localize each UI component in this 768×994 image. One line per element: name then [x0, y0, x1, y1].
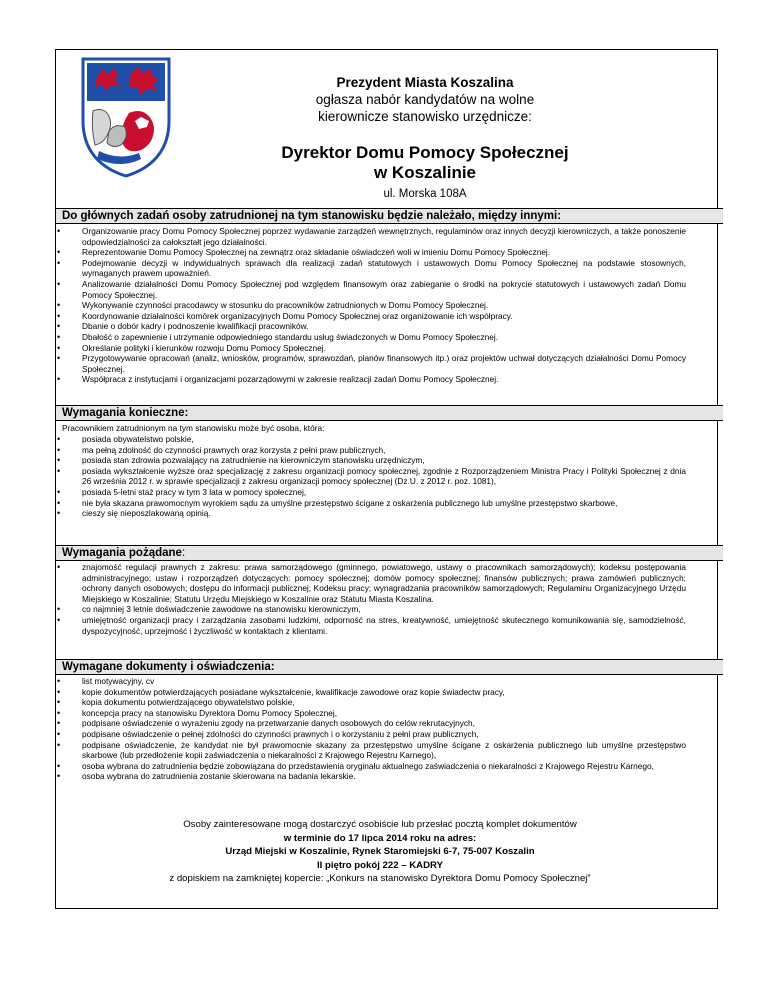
- footer-address: Urząd Miejski w Koszalinie, Rynek Staromiejski 6-7, 75-007 Koszalin: [225, 846, 535, 858]
- announcement-line-2: kierownicze stanowisko urzędnicze:: [318, 109, 532, 124]
- position-title-1: Dyrektor Domu Pomocy Społecznej: [281, 143, 569, 162]
- required-list-item: • posiada wykształcenie wyższe oraz specjalizację z zakresu organizacji pomocy społecznej, zgodnie z Rozporządzeniem Ministra Pracy i Polityki Społecznej z dnia 26 września 2012 r. w sprawie specjalizacji z zakresu organizacji pomocy społecznej (Dz.U. z 2012 r. poz. 1081),: [82, 466, 686, 487]
- position-address: ul. Morska 108A: [383, 188, 467, 200]
- desired-list-item: • umiejętność organizacji pracy i zarządzania zasobami ludzkimi, odporność na stres, kreatywność, umiejętność skutecznego komunikowania się, samodzielność, dyspozycyjność, uprzejmość i życzliwość w kontaktach z klientami.: [82, 615, 686, 636]
- section-required-heading: Wymagania konieczne:: [56, 405, 723, 421]
- duties-list-item: • Analizowanie działalności Domu Pomocy Społecznej pod względem finansowym oraz zabieganie o środki na pokrycie statutowych i ustawowych zadań Domu Pomocy Społecznej.: [82, 279, 686, 300]
- footer-line-1: Osoby zainteresowane mogą dostarczyć osobiście lub przesłać pocztą komplet dokumentów: [183, 819, 577, 830]
- documents-list-item: • osoba wybrana do zatrudnienia będzie zobowiązana do przedstawienia oryginału aktualnego zaświadczenia o niekaralności z Krajowego Rejestru Karnego,: [82, 761, 686, 772]
- documents-list-item: • koncepcja pracy na stanowisku Dyrektora Domu Pomocy Społecznej,: [82, 708, 686, 719]
- duties-list-item: • Dbanie o dobór kadry i podnoszenie kwalifikacji pracowników.: [82, 321, 686, 332]
- position-title-2: w Koszalinie: [373, 163, 477, 182]
- footer-envelope-note: z dopiskiem na zamkniętej kopercie: „Konkurs na stanowisko Dyrektora Domu Pomocy Społecznej”: [169, 873, 591, 885]
- footer-deadline: w terminie do 17 lipca 2014 roku na adres:: [283, 832, 477, 844]
- documents-list: [82, 676, 686, 782]
- footer-room: II piętro pokój 222 – KADRY: [317, 859, 443, 871]
- required-list-item: • nie była skazana prawomocnym wyrokiem sądu za umyślne przestępstwo ścigane z oskarżenia publicznego lub umyślne przestępstwo skarbowe,: [82, 498, 686, 509]
- desired-heading-text: Wymagania pożądane: [62, 547, 182, 559]
- announcement-header: [190, 74, 660, 202]
- duties-list-item: • Przygotowywanie opracowań (analiz, wniosków, programów, sprawozdań, planów finansowych itp.) oraz projektów uchwał dotyczących działalności Domu Pomocy Społecznej.: [82, 353, 686, 374]
- duties-list-item: • Reprezentowanie Domu Pomocy Społecznej na zewnątrz oraz składanie oświadczeń woli w imieniu Domu Pomocy Społecznej.: [82, 247, 686, 258]
- required-list-item: • cieszy się nieposzlakowaną opinią.: [82, 508, 686, 519]
- section-duties-heading: Do głównych zadań osoby zatrudnionej na tym stanowisku będzie należało, między innymi:: [56, 208, 723, 224]
- documents-list-item: • kopia dokumentu potwierdzającego obywatelstwo polskie,: [82, 697, 686, 708]
- koszalin-coat-of-arms-icon: [79, 55, 173, 178]
- desired-list-item: • co najmniej 3 letnie doświadczenie zawodowe na stanowisku kierowniczym,: [82, 604, 686, 615]
- required-list-item: • ma pełną zdolność do czynności prawnych oraz korzysta z pełni praw publicznych,: [82, 445, 686, 456]
- duties-list-item: • Określanie polityki i kierunków rozwoju Domu Pomocy Społecznej.: [82, 343, 686, 354]
- required-intro: Pracownikiem zatrudnionym na tym stanowisku może być osoba, która:: [62, 423, 325, 433]
- duties-list-item: • Wykonywanie czynności pracodawcy w stosunku do pracowników zatrudnionych w Domu Pomocy Społecznej.: [82, 300, 686, 311]
- documents-list-item: • osoba wybrana do zatrudnienia zostanie skierowana na badania lekarskie.: [82, 771, 686, 782]
- documents-list-item: • list motywacyjny, cv: [82, 676, 686, 687]
- documents-list-item: • podpisane oświadczenie o pełnej zdolności do czynności prawnych i o korzystaniu z pełni praw publicznych,: [82, 729, 686, 740]
- required-list-item: • posiada stan zdrowia pozwalający na zatrudnienie na kierowniczym stanowisku urzędniczym,: [82, 455, 686, 466]
- announcement-line-1: ogłasza nabór kandydatów na wolne: [315, 92, 535, 107]
- duties-list: [82, 226, 686, 385]
- documents-list-item: • podpisane oświadczenie, że kandydat nie był prawomocnie skazany za przestępstwo umyślne ścigane z oskarżenia publicznego lub umyślne przestępstwo skarbowe (lub przedłożenie kopii zaświadczenia o niekaralności z Krajowego Rejestru Karnego),: [82, 740, 686, 761]
- duties-list-item: • Koordynowanie działalności komórek organizacyjnych Domu Pomocy Społecznej oraz organizowanie ich współpracy.: [82, 311, 686, 322]
- application-instructions: [120, 818, 640, 886]
- documents-list-item: • kopie dokumentów potwierdzających posiadane wykształcenie, kwalifikacje zawodowe oraz kopie świadectw pracy,: [82, 687, 686, 698]
- required-list: [82, 434, 686, 519]
- duties-list-item: • Organizowanie pracy Domu Pomocy Społecznej poprzez wydawanie zarządzeń wewnętrznych, regulaminów oraz innych decyzji kierowniczych, a także ponoszenie odpowiedzialności za całokształt jego działalności.: [82, 226, 686, 247]
- required-list-item: • posiada 5-letni staż pracy w tym 3 lata w pomocy społecznej,: [82, 487, 686, 498]
- documents-list-item: • podpisane oświadczenie o wyrażeniu zgody na przetwarzanie danych osobowych do celów rekrutacyjnych,: [82, 718, 686, 729]
- required-list-item: • posiada obywatelstwo polskie,: [82, 434, 686, 445]
- desired-list: [82, 562, 686, 636]
- duties-list-item: • Współpraca z instytucjami i organizacjami pozarządowymi w zakresie realizacji zadań Domu Pomocy Społecznej.: [82, 374, 686, 385]
- desired-heading-colon: :: [181, 547, 186, 559]
- duties-list-item: • Dbałość o zapewnienie i utrzymanie odpowiedniego standardu usług świadczonych w Domu Pomocy Społecznej.: [82, 332, 686, 343]
- desired-list-item: • znajomość regulacji prawnych z zakresu: prawa samorządowego (gminnego, powiatowego, ustawy o pracownikach samorządowych); kodeksu postępowania administracyjnego; ustaw i rozporządzeń dotyczących: pomocy społecznej; domów pomocy społecznej; finansów publicznych; prawa zamówień publicznych; ochrony danych osobowych; dostępu do informacji publicznej; Kodeksu pracy; wynagradzania pracowników samorządowych; Regulaminu Organizacyjnego Urzędu Miejskiego w Koszalinie; Statutu Urzędu Miejskiego w Koszalinie oraz Statutu Miasta Koszalina.: [82, 562, 686, 604]
- section-desired-heading: [56, 545, 723, 561]
- duties-list-item: • Podejmowanie decyzji w indywidualnych sprawach dla realizacji zadań statutowych i ustawowych Domu Pomocy Społecznej na podstawie stosownych, wymaganych prawem upoważnień.: [82, 258, 686, 279]
- section-documents-heading: Wymagane dokumenty i oświadczenia:: [56, 659, 723, 675]
- issuer-title: Prezydent Miasta Koszalina: [336, 75, 514, 90]
